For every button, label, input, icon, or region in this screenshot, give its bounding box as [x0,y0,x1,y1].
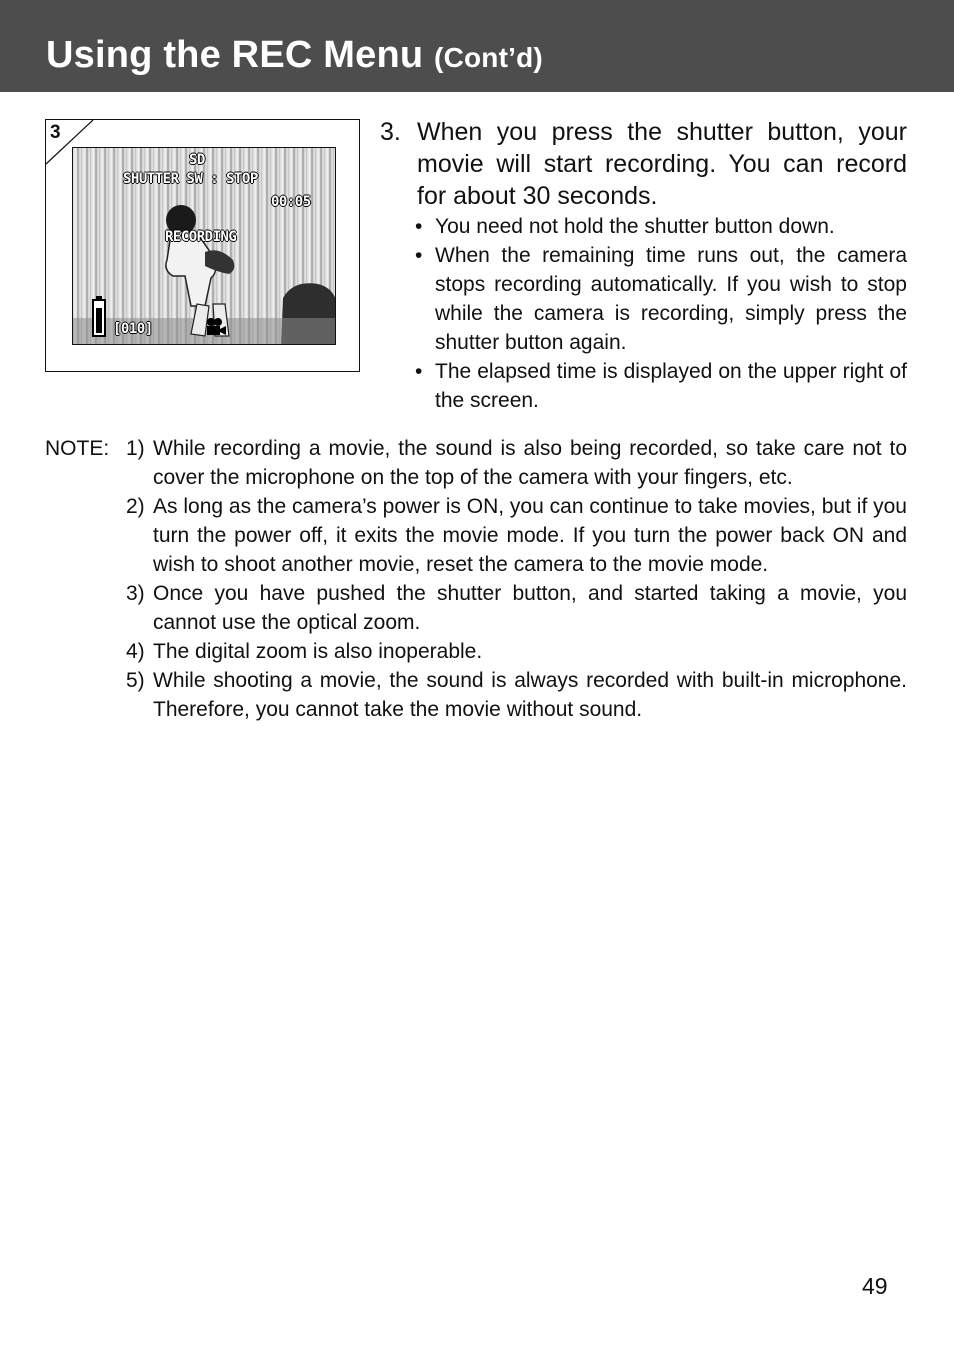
figure-number: 3 [50,122,61,143]
page-header [0,0,954,92]
osd-sd-card: SD [189,152,205,168]
list-item: • You need not hold the shutter button down. [415,212,907,241]
list-item: • When the remaining time runs out, the camera stops recording automatically. If you wish to stop while the camera is recording, simply press the shutter button again. [415,241,907,357]
osd-shutter-stop: SHUTTER SW : STOP [123,171,258,187]
step-text: When you press the shutter button, your movie will start recording. You can record for about 30 seconds. [417,118,907,210]
list-item: 2) As long as the camera’s power is ON, you can continue to take movies, but if you turn the power off, it exits the movie mode. If you turn the power back ON and wish to shoot another movie, reset the camera to the movie mode. [126,495,907,576]
list-item: • The elapsed time is displayed on the upper right of the screen. [415,357,907,415]
step-3 [380,116,907,212]
step-number: 3. [380,118,401,146]
note-label: NOTE: [45,437,110,460]
step-3-bullets [415,212,907,415]
page-title [46,34,543,77]
note-section [45,434,907,724]
osd-elapsed-time: 00:05 [271,194,311,210]
bullet-icon: • [415,244,423,267]
osd-frame-counter: [010] [113,321,153,337]
note-list [126,434,907,724]
page-title-subtitle: (Cont’d) [434,42,543,73]
lcd-screen-photo [72,147,336,345]
list-item: 5) While shooting a movie, the sound is always recorded with built-in microphone. Therefore, you cannot take the movie without sound. [126,669,907,721]
figure-3-camera-screen [45,119,360,372]
list-item: 4) The digital zoom is also inoperable. [126,640,483,663]
bullet-icon: • [415,360,423,383]
page-title-main: Using the REC Menu [46,34,424,76]
movie-camera-icon [205,318,227,336]
page-number: 49 [862,1273,888,1299]
list-item: 1) While recording a movie, the sound is also being recorded, so take care not to cover the microphone on the top of the camera with your fingers, etc. [126,437,907,489]
battery-icon [90,296,108,338]
osd-recording-status: RECORDING [165,229,237,245]
list-item: 3) Once you have pushed the shutter button, and started taking a movie, you cannot use the optical zoom. [126,582,907,634]
bullet-icon: • [415,215,423,238]
